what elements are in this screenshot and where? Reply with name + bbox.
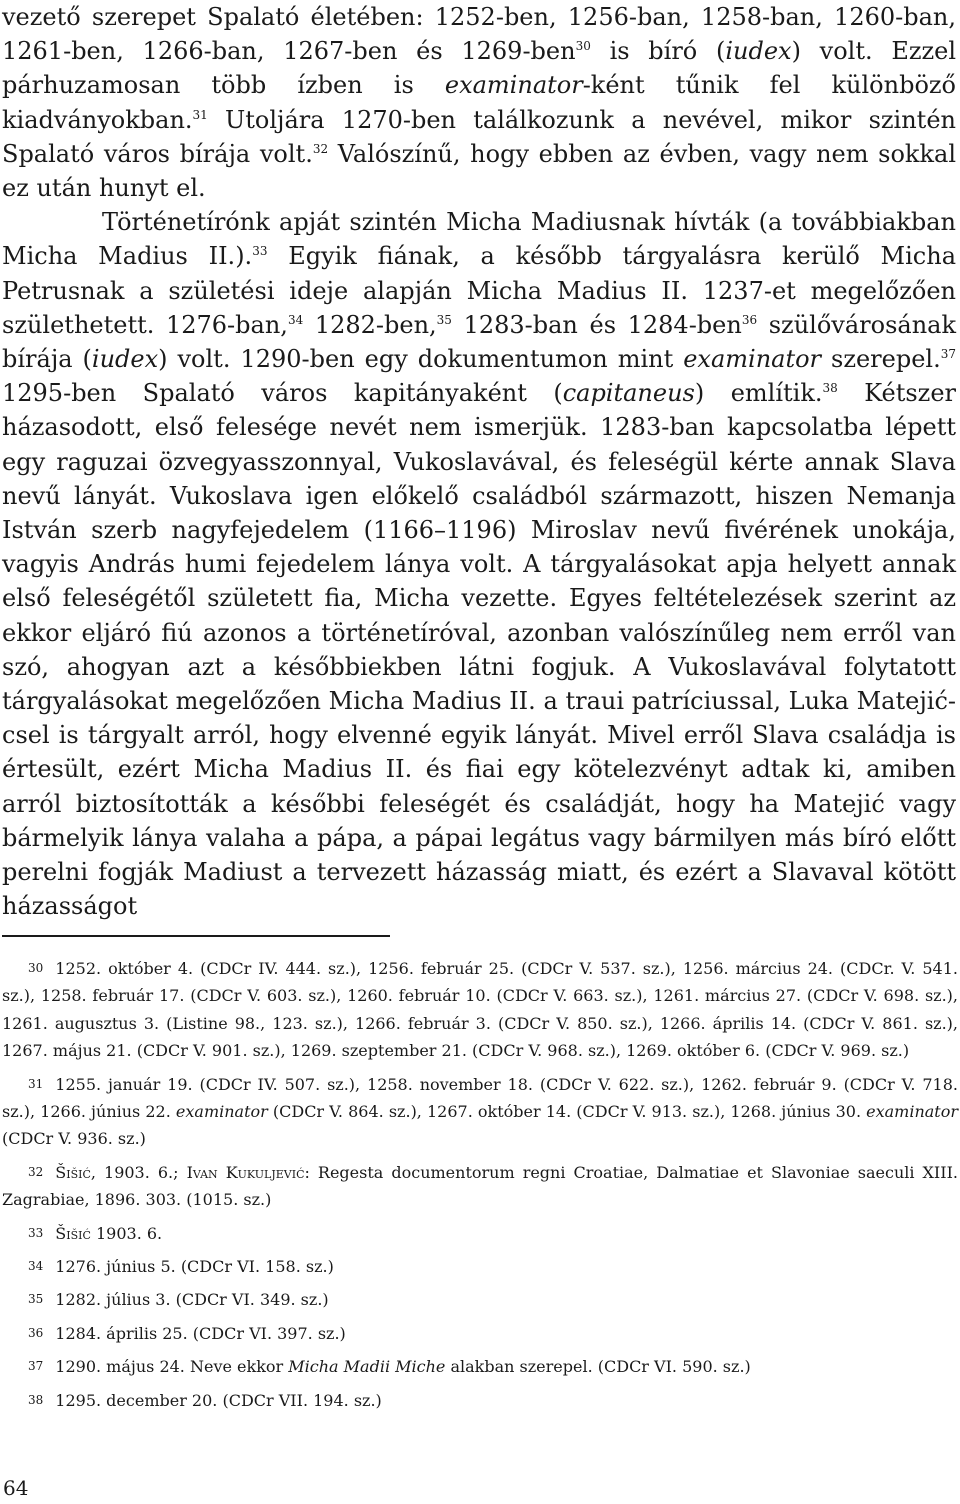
footnote-34: 34 1276. június 5. (CDCr VI. 158. sz.) [28, 1257, 334, 1277]
footnote-ref-34[interactable]: 34 [287, 312, 304, 327]
footnote-35: 35 1282. július 3. (CDCr VI. 349. sz.) [28, 1290, 329, 1310]
footnote-31: 31 1255. január 19. (CDCr IV. 507. sz.), 1258. november 18. (CDCr V. 622. sz.), 1262. február 9. (CDCr V. 718. sz.), 1266. június 22. examinator (CDCr V. 864. sz.), 1267. október 14. (CDCr V. 913. sz.), 1268. június 30. examinator (CDCr V. 936. sz.) [2, 1074, 958, 1149]
footnote-37: 37 1290. május 24. Neve ekkor Micha Madii Miche alakban szerepel. (CDCr VI. 590. sz.) [28, 1357, 751, 1377]
footnote-36: 36 1284. április 25. (CDCr VI. 397. sz.) [28, 1323, 346, 1343]
footnote-ref-33[interactable]: 33 [252, 244, 268, 259]
footnote-ref-36[interactable]: 36 [741, 312, 758, 327]
body-text [2, 0, 956, 923]
footnote-ref-35[interactable]: 35 [436, 312, 452, 327]
footnote-ref-37[interactable]: 37 [940, 347, 957, 362]
footnote-ref-38[interactable]: 38 [822, 381, 838, 396]
footnote-ref-30[interactable]: 30 [575, 39, 591, 54]
footnote-ref-31[interactable]: 31 [192, 107, 208, 122]
footnote-32: 32 Šišić, 1903. 6.; Ivan Kukuljević: Regesta documentorum regni Croatiae, Dalmatiae et Slavoniae saeculi XIII. Zagrabiae, 1896. 303. (1015. sz.) [2, 1162, 958, 1210]
footnote-ref-32[interactable]: 32 [312, 141, 329, 156]
footnote-33: 33 Šišić 1903. 6. [28, 1223, 163, 1243]
paragraph-2: Történetírónk apját szintén Micha Madiusnak hívták (a továbbiakban Micha Madius II.).$^{33}$ Egyik fiának, a később tárgyalásra kerülő Micha Petrusnak a születési ideje alapján Micha Madius II. 1237-et megelőzően születhetett. 1276-ban,$^{34}$ 1282-ben,$^{35}$ 1283-ban és 1284-ben$^{36}$ szülővárosának bírája (iudex) volt. 1290-ben egy dokumentumon mint examinator szerepel.$^{37}$ 1295-ben Spalató város kapitányaként (capitaneus) említik.$^{38}$ Kétszer házasodott, első felesége nevét nem ismerjük. 1283-ban kapcsolatba lépett egy raguzai özvegyasszonnyal, Vukoslavával, és feleségül kérte annak Slava nevű lányát. Vukoslava igen előkelő családból származott, hiszen Nemanja István szerb nagyfejedelem (1166–1196) Miroslav nevű fivérének unokája, vagyis András humi fejedelem lánya volt. A tárgyalásokat apja helyett annak első feleségétől született fia, Micha vezette. Egyes feltételezések szerint az ekkor eljáró fiú azonos a történetíróval, azonban valószínűleg nem erről van szó, ahogyan azt a későbbiekben látni fogjuk. A Vukoslavával folytatott tárgyalásokat megelőzően Micha Madius II. a traui patríciussal, Luka Matejić-csel is tárgyalt arról, hogy elvenné egyik lányát. Mivel erről Slava családja is értesült, ezért Micha Madius II. és fiai egy kötelezvényt adtak ki, amiben arról biztosították a későbbi feleségét és családját, hogy ha Matejić vagy bármelyik lánya valaha a pápa, a pápai legátus vagy bármilyen más bíró előtt perelni fogják Madiust a tervezett házasság miatt, és ezért a Slavaval kötött házasságot [2, 208, 957, 921]
footnote-38: 38 1295. december 20. (CDCr VII. 194. sz.) [28, 1390, 382, 1410]
page-number: 64 [3, 1476, 29, 1500]
paragraph-1: vezető szerepet Spalató életében: 1252-ben, 1256-ban, 1258-ban, 1260-ban, 1261-ben, 1266-ban, 1267-ben és 1269-ben$^{30}$ is bíró (iudex) volt. Ezzel párhuzamosan több ízben is examinator-ként tűnik fel különböző kiadványokban.$^{31}$ Utoljára 1270-ben találkozunk a nevével, mikor szintén Spalató város bírája volt.$^{32}$ Valószínű, hogy ebben az évben, vagy nem sokkal ez után hunyt el. [2, 3, 957, 203]
footnotes [2, 955, 958, 1414]
footnote-separator [2, 935, 390, 937]
footnote-30: 30 1252. október 4. (CDCr IV. 444. sz.), 1256. február 25. (CDCr V. 537. sz.), 1256. március 24. (CDCr. V. 541. sz.), 1258. február 17. (CDCr V. 603. sz.), 1260. február 10. (CDCr V. 663. sz.), 1261. március 27. (CDCr V. 698. sz.), 1261. augusztus 3. (Listine 98., 123. sz.), 1266. február 3. (CDCr V. 850. sz.), 1266. április 14. (CDCr V. 861. sz.), 1267. május 21. (CDCr V. 901. sz.), 1269. szeptember 21. (CDCr V. 968. sz.), 1269. október 6. (CDCr V. 969. sz.) [2, 959, 958, 1061]
